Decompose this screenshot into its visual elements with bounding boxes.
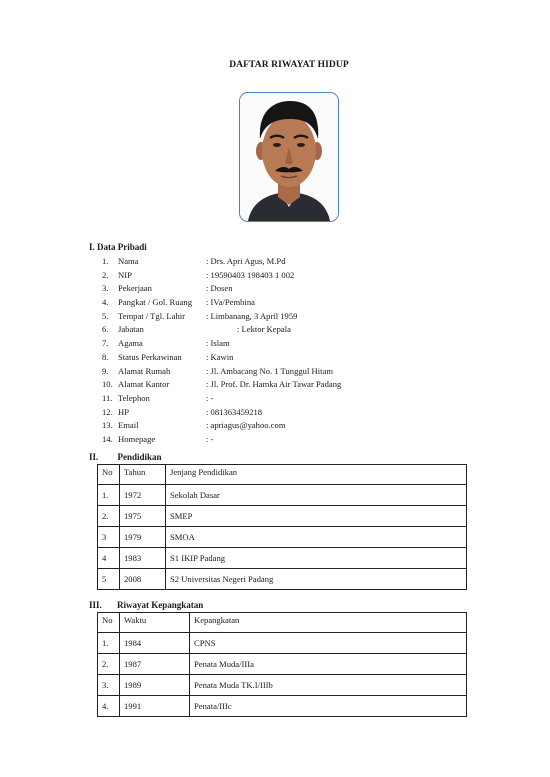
item-number: 10. — [102, 379, 113, 390]
column-header: Waktu — [120, 613, 190, 633]
table-cell: 1987 — [120, 654, 190, 675]
education-table — [97, 464, 467, 590]
section-number: I. — [89, 242, 95, 252]
rank-history-table — [97, 612, 467, 717]
item-number: 4. — [102, 297, 109, 308]
section-heading-pendidikan — [89, 452, 162, 462]
table-cell: SMOA — [166, 527, 467, 548]
table-row — [98, 485, 467, 506]
table-row — [98, 696, 467, 717]
item-value: : IVa/Pembina — [206, 297, 255, 308]
table-row — [98, 569, 467, 590]
item-label: Nama — [118, 256, 139, 266]
table-cell: 1984 — [120, 633, 190, 654]
table-cell: 2. — [98, 654, 120, 675]
section-heading-data-pribadi — [89, 242, 147, 252]
table-cell: Penata Muda TK.I/IIIb — [190, 675, 467, 696]
item-label: Pekerjaan — [118, 283, 152, 294]
item-label: HP — [118, 406, 129, 417]
section-title: Data Pribadi — [97, 242, 147, 252]
item-number: 12. — [102, 406, 113, 417]
item-value: : Limbanang, 3 April 1959 — [206, 310, 298, 321]
item-label: Tempat / Tgl. Lahir — [118, 310, 186, 321]
item-number: 6. — [102, 324, 109, 335]
item-number: 13. — [102, 420, 113, 431]
table-header-row — [98, 465, 467, 485]
item-value: : Jl. Prof. Dr. Hamka Air Tawar Padang — [206, 379, 342, 390]
table-cell: 1. — [98, 633, 120, 654]
table-cell: Penata Muda/IIIa — [190, 654, 467, 675]
column-header: Kepangkatan — [190, 613, 467, 633]
profile-photo — [239, 92, 339, 222]
item-label: Alamat Kantor — [118, 379, 170, 390]
table-cell: SMEP — [166, 506, 467, 527]
column-header: Jenjang Pendidikan — [166, 465, 467, 485]
table-row — [98, 527, 467, 548]
item-number: 7. — [102, 338, 109, 349]
item-value: : Jl. Ambacang No. 1 Tunggul Hitam — [206, 365, 334, 376]
column-header: No — [98, 613, 120, 633]
item-value: : Dosen — [206, 283, 233, 294]
section-number: III. — [89, 600, 102, 610]
table-cell: 1. — [98, 485, 120, 506]
item-number: 8. — [102, 351, 109, 362]
table-header-row — [98, 613, 467, 633]
table-cell: 1989 — [120, 675, 190, 696]
table-cell: 2. — [98, 506, 120, 527]
item-value: : Kawin — [206, 351, 234, 362]
item-label: NIP — [118, 269, 132, 280]
item-value: : Drs. Apri Agus, M.Pd — [206, 256, 286, 266]
table-cell: S1 IKIP Padang — [166, 548, 467, 569]
item-value: : Lektor Kepala — [237, 324, 291, 335]
item-number: 5. — [102, 310, 109, 321]
item-label: Status Perkawinan — [118, 351, 182, 362]
table-cell: 1991 — [120, 696, 190, 717]
column-header: Tahun — [120, 465, 166, 485]
table-cell: 1979 — [120, 527, 166, 548]
item-label: Pangkat / Gol. Ruang — [118, 297, 192, 308]
table-cell: 1975 — [120, 506, 166, 527]
item-value: : - — [206, 433, 214, 444]
item-label: Jabatan — [118, 324, 144, 335]
section-number: II. — [89, 452, 99, 462]
item-number: 11. — [102, 392, 113, 403]
item-number: 1. — [102, 256, 109, 266]
section-title: Pendidikan — [117, 452, 162, 462]
table-row — [98, 654, 467, 675]
table-row — [98, 675, 467, 696]
table-cell: Penata/IIIc — [190, 696, 467, 717]
item-number: 14. — [102, 433, 113, 444]
table-cell: CPNS — [190, 633, 467, 654]
item-label: Agama — [118, 338, 143, 349]
item-number: 3. — [102, 283, 109, 294]
table-cell: 4. — [98, 696, 120, 717]
table-cell: 5 — [98, 569, 120, 590]
section-title: Riwayat Kepangkatan — [117, 600, 204, 610]
column-header: No — [98, 465, 120, 485]
item-value: : - — [206, 392, 214, 403]
section-heading-kepangkatan — [89, 600, 203, 610]
portrait-photo-icon — [240, 93, 338, 221]
table-cell: 4 — [98, 548, 120, 569]
item-value: : Islam — [206, 338, 230, 349]
item-value: : 081363459218 — [206, 406, 263, 417]
table-cell: 2008 — [120, 569, 166, 590]
item-label: Homepage — [118, 433, 156, 444]
table-cell: 1972 — [120, 485, 166, 506]
item-label: Telephon — [118, 392, 150, 403]
table-cell: 3. — [98, 675, 120, 696]
table-cell: 1983 — [120, 548, 166, 569]
item-label: Alamat Rumah — [118, 365, 171, 376]
item-value: : 19590403 198403 1 002 — [206, 269, 295, 280]
item-number: 9. — [102, 365, 109, 376]
table-cell: S2 Universitas Negeri Padang — [166, 569, 467, 590]
item-label: Email — [118, 420, 139, 431]
table-cell: Sekolah Dasar — [166, 485, 467, 506]
table-row — [98, 506, 467, 527]
table-row — [98, 548, 467, 569]
table-cell: 3 — [98, 527, 120, 548]
page-title: DAFTAR RIWAYAT HIDUP — [229, 60, 349, 70]
item-number: 2. — [102, 269, 109, 280]
item-value: : apriagus@yahoo.com — [206, 420, 286, 431]
table-row — [98, 633, 467, 654]
